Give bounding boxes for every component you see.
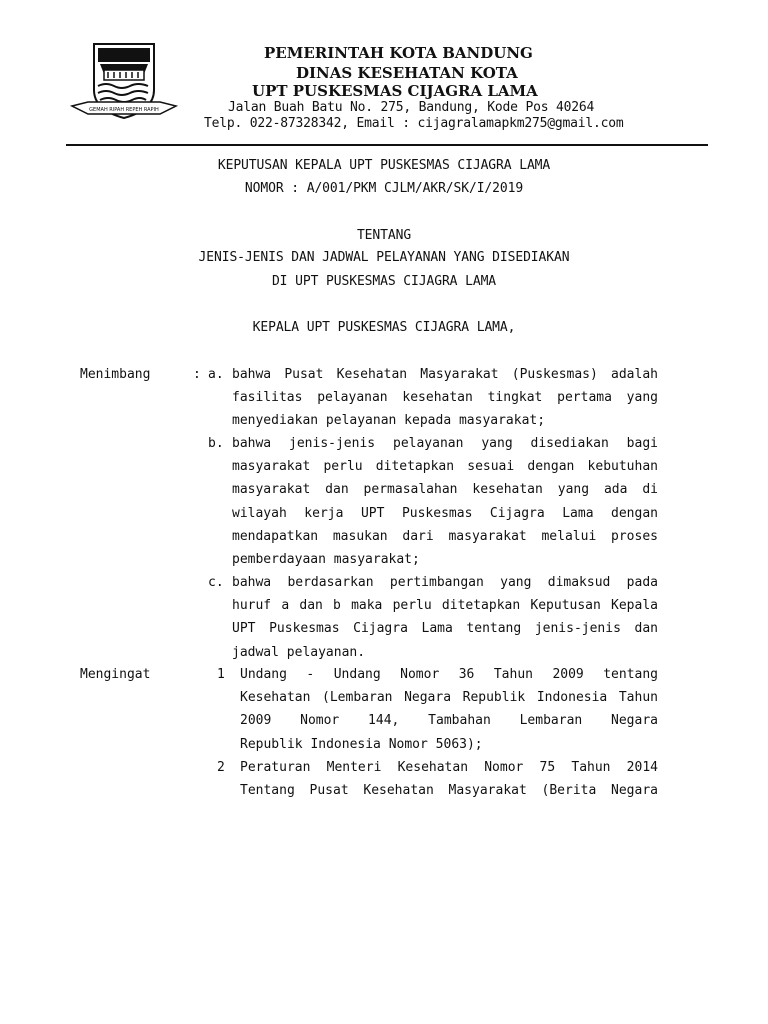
menimbang-label: Menimbang — [80, 367, 151, 382]
mengingat-marker-1: 1 — [217, 667, 225, 682]
menimbang-marker-b: b. — [208, 436, 224, 451]
text-line: bahwa Pusat Kesehatan Masyarakat (Puskesmas) adalah — [232, 367, 658, 382]
text-line: Undang - Undang Nomor 36 Tahun 2009 tentang — [240, 667, 658, 682]
decree-title: KEPUTUSAN KEPALA UPT PUSKESMAS CIJAGRA LAMA — [217, 158, 551, 173]
text-line: fasilitas pelayanan kesehatan tingkat pertama yang — [232, 390, 658, 406]
decree-number: NOMOR : A/001/PKM CJLM/AKR/SK/I/2019 — [244, 181, 524, 196]
mengingat-item-1 — [240, 663, 658, 756]
text-line: mendapatkan masukan dari masyarakat melalui proses — [232, 528, 658, 544]
text-line: wilayah kerja UPT Puskesmas Cijagra Lama dengan — [232, 505, 658, 521]
text-line: huruf a dan b maka perlu ditetapkan Keputusan Kepala — [232, 598, 658, 614]
letterhead-institution: UPT PUSKESMAS CIJAGRA LAMA — [252, 82, 538, 100]
mengingat-marker-2: 2 — [217, 760, 225, 775]
text-line: bahwa berdasarkan pertimbangan yang dimaksud pada — [232, 575, 658, 590]
menimbang-item-a — [232, 363, 658, 433]
text-line: masyarakat dan permasalahan kesehatan yang ada di — [232, 482, 658, 498]
text-line: 2009 Nomor 144, Tambahan Lembaran Negara — [240, 713, 658, 729]
mengingat-label: Mengingat — [80, 667, 151, 682]
text-line: masyarakat perlu ditetapkan sesuai dengan kebutuhan — [232, 459, 658, 475]
bandung-city-emblem-logo — [70, 40, 178, 126]
menimbang-marker-a: a. — [208, 367, 224, 382]
text-line: bahwa jenis-jenis pelayanan yang disediakan bagi — [232, 436, 658, 451]
mengingat-item-2 — [240, 756, 658, 802]
letterhead-department: DINAS KESEHATAN KOTA — [296, 64, 518, 82]
letterhead-address: Jalan Buah Batu No. 275, Bandung, Kode Pos 40264 — [228, 100, 595, 115]
text-line: Peraturan Menteri Kesehatan Nomor 75 Tahun 2014 — [240, 760, 658, 775]
decree-subject-line2: DI UPT PUSKESMAS CIJAGRA LAMA — [271, 274, 497, 289]
text-line: UPT Puskesmas Cijagra Lama tentang jenis-jenis dan — [232, 621, 658, 637]
text-line: Kesehatan (Lembaran Negara Republik Indonesia Tahun — [240, 690, 658, 706]
decree-subject-line1: JENIS-JENIS DAN JADWAL PELAYANAN YANG DISEDIAKAN — [198, 250, 570, 265]
letterhead-divider — [66, 144, 708, 146]
text-line: Tentang Pusat Kesehatan Masyarakat (Berita Negara — [240, 783, 658, 799]
letterhead-contact: Telp. 022-87328342, Email : cijagralamapkm275@gmail.com — [204, 116, 624, 131]
letterhead-government: PEMERINTAH KOTA BANDUNG — [264, 44, 533, 62]
decree-about: TENTANG — [356, 228, 412, 243]
text-line: Republik Indonesia Nomor 5063); — [240, 736, 483, 752]
text-line: jadwal pelayanan. — [232, 644, 366, 660]
decree-authority: KEPALA UPT PUSKESMAS CIJAGRA LAMA, — [252, 320, 516, 335]
menimbang-item-c — [232, 571, 658, 664]
menimbang-colon: : — [193, 367, 201, 382]
menimbang-marker-c: c. — [208, 575, 224, 590]
text-line: pemberdayaan masyarakat; — [232, 552, 420, 568]
logo-motto-text: GEMAH RIPAH REPEH RAPIH — [89, 107, 159, 113]
text-line: menyediakan pelayanan kepada masyarakat; — [232, 413, 546, 429]
menimbang-item-b — [232, 432, 658, 571]
